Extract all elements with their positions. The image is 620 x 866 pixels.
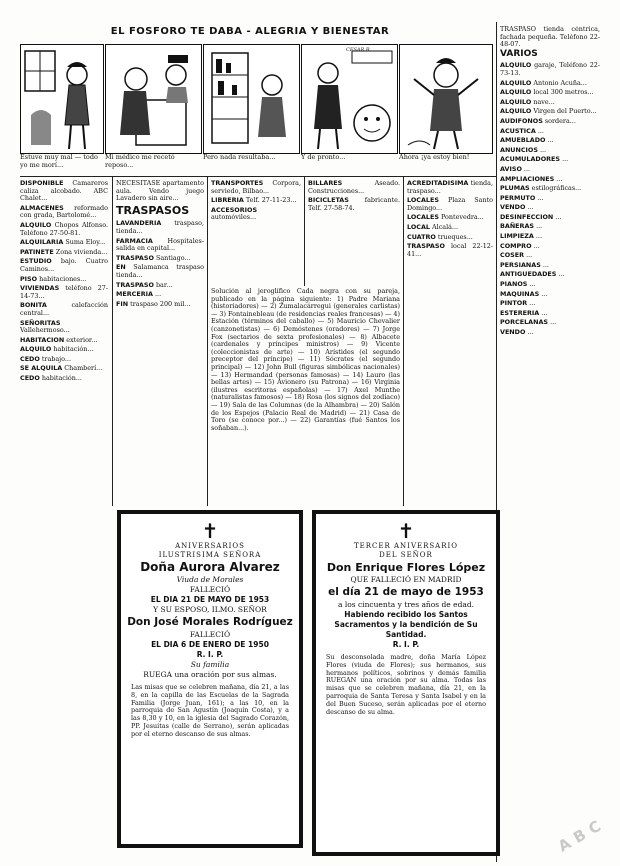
classified-ad: ACREDITADISIMA tienda, traspaso...	[407, 180, 493, 195]
comic-panel-2	[105, 44, 202, 154]
classified-ad: ALQUILO Antonio Acuña...	[500, 78, 587, 87]
comic-caption-5: Ahora ¡ya estoy bien!	[399, 154, 470, 161]
obit-esposo: Y SU ESPOSO, ILMO. SEÑOR	[153, 605, 267, 614]
abc-watermark: ABC	[555, 813, 610, 856]
obit-heading: ANIVERSARIOS	[175, 542, 245, 550]
column-5-classifieds	[407, 180, 493, 506]
obit-date-2: EL DIA 6 DE ENERO DE 1950	[151, 640, 269, 649]
comic-strip-title: EL FOSFORO TE DABA - ALEGRIA Y BIENESTAR	[110, 26, 390, 37]
obit-family: Su familia	[190, 660, 230, 669]
column-rule	[403, 176, 404, 506]
classified-ad: EN Salamanca traspaso tienda...	[116, 263, 204, 279]
classified-ad: BONITA calefacción central...	[20, 301, 108, 317]
classified-ad: LIMPIEZA ...	[500, 232, 542, 241]
classified-ad: BICICLETAS fabricante. Telf. 27-58-74.	[308, 196, 400, 212]
classified-ad: DESINFECCION ...	[500, 212, 562, 221]
classified-ad: COSER ...	[500, 251, 533, 260]
classified-ad: ALQUILARIA Suma Eloy...	[20, 238, 106, 247]
obituary-alvarez	[117, 510, 303, 848]
comic-drawing-2	[106, 45, 201, 153]
obit-rip: R. I. P.	[392, 640, 420, 649]
classified-ad: ALQUILO nave...	[500, 97, 555, 106]
obit-name-2: Don José Morales Rodríguez	[127, 616, 293, 628]
classified-ad: PORCELANAS ...	[500, 318, 557, 327]
classified-ad: ALQUILO local 300 metros...	[500, 88, 594, 97]
classified-ad: PATINETE Zona vivienda...	[20, 247, 108, 256]
classified-ad: VENDO ...	[500, 328, 534, 336]
classified-ad: SE ALQUILA Chamberí...	[20, 364, 103, 373]
obit-body: Las misas que se celebren mañana, día 21, a las 8, en la capilla de las Escuelas de la Sagrada Familia (Jorge Juan, 161); a las 10, en la parroquia de San Agustín (Joaquín Costa), y a las 8,30 y 10, en la iglesia del Sagrado Corazón, PP. Jesuitas (calle de Serrano), serán aplicadas por el eterno descanso de sus almas.	[131, 683, 289, 738]
classified-ad: ACUMULADORES ...	[500, 155, 569, 164]
classified-ad: ANUNCIOS ...	[500, 145, 547, 154]
classified-ad: NECESITASE apartamento aula. Vendo juego Lavadero sin aire...	[116, 180, 204, 203]
section-heading-varios: VARIOS	[500, 48, 538, 59]
obit-heading: TERCER ANIVERSARIO	[353, 542, 459, 550]
classified-ad: PIANOS ...	[500, 280, 536, 289]
classified-ad: TRANSPORTES Corpora, serviedo, Bilbao...	[211, 180, 301, 195]
obit-date: EL DIA 21 DE MAYO DE 1953	[150, 595, 270, 604]
column-4-classifieds	[308, 180, 400, 284]
classified-ad: FIN traspaso 200 mil...	[116, 299, 191, 308]
obit-title: ILUSTRISIMA SEÑORA	[158, 551, 262, 559]
column-1-classifieds	[20, 180, 108, 860]
classified-ad: PINTOR ...	[500, 299, 536, 308]
row-rule	[20, 176, 496, 177]
classified-ad: FARMACIA Hospitales-salida en capital...	[116, 236, 204, 253]
classified-ad: MERCERIA ...	[116, 290, 162, 299]
obit-title: DEL SEÑOR	[379, 551, 433, 559]
column-2-traspasos	[116, 180, 204, 506]
jeroglifico-solution: Solución al jeroglífico Cada negra con su pareja, publicado en la página siguiente: 1) Padre Mariana (historiadores) — 2) Zumalacárregui (generales carlistas) — 3) Fontainebleau (de residencias reales francesas) — 4) Estación (términos del caballo) — 5) Mauricio Chevalier (canzonetistas) — 6) Demóstenes (oradores) — 7) Jorge Fox (sectarios de sexta profesionales) — 8) Albacete (cardenales y príncipes ministros) — 9) Vicente (coleccionistas de arte) — 10) Arístides (el segundo preceptor del príncipe) — 11) Sócrates (el segundo principal) — 12) John Bull (figuras simbólicas nacionales) — 13) Hermandad (personas famosas) — 14) Lauro (las bellas artes) — 15) Avionero (su Patrona) — 16) Virginia (ilustres escritoras españolas) — 17) Axel Munthe (naturalistas famosos) — 18) Rosa (los signos del zodíaco) — 19) Sala de las Columnas (de la Alhambra) — 20) Salón de los Espejos (Palacio Real de Madrid) — 21) Casa de Toro (se conoce por...) — 22) Garantías (fué Santos los soñaban...).	[211, 288, 400, 432]
classified-ad: LOCALES Plaza Santo Domingo...	[407, 196, 493, 212]
comic-panel-1	[20, 44, 104, 154]
classified-ad: SEÑORITAS Vallehermoso...	[20, 318, 70, 335]
obit-fallecio-2: FALLECIÓ	[189, 630, 231, 639]
obit-name: Don Enrique Flores López	[326, 561, 486, 574]
classified-ad: LOCAL Alcalá...	[407, 222, 459, 231]
comic-panel-3	[203, 44, 300, 154]
classified-ad: ALQUILO garaje, Teléfono 22-73-13.	[500, 61, 600, 77]
column-3-classifieds	[211, 180, 301, 284]
classified-ad: BAÑERAS ...	[500, 222, 543, 231]
classified-ad: CEDO habitación...	[20, 374, 82, 383]
classified-ad: PERSIANAS ...	[500, 260, 549, 269]
classified-ad: ALQUILO habitación...	[20, 345, 94, 354]
obit-date: el día 21 de mayo de 1953	[328, 586, 484, 598]
cross-icon: ✝	[397, 519, 415, 543]
classified-ad: ANTIGUEDADES ...	[500, 270, 565, 279]
classified-ad: TRASPASO bar...	[116, 280, 173, 289]
obit-age: a los cincuenta y tres años de edad.	[337, 600, 475, 609]
classified-ad: BILLARES Aseado. Construcciones...	[308, 180, 400, 195]
comic-drawing-4	[302, 45, 397, 153]
classified-ad: PISO habitaciones...	[20, 274, 87, 283]
classified-ad: HABITACION exterior...	[20, 335, 98, 344]
comic-caption-3: Pero nada resultaba...	[203, 154, 276, 161]
column-rule	[112, 176, 113, 506]
comic-caption-1: Estuve muy mal — todo yo me morí...	[20, 154, 98, 169]
comic-caption-2: Mi médico me recetó reposo...	[105, 154, 175, 169]
classified-ad: CUATRO trueques...	[407, 232, 473, 241]
classified-ad: ALMACENES reformado con grada, Bartolomé...	[20, 203, 108, 220]
classified-ad: ACUSTICA ...	[500, 126, 544, 135]
classified-ad: COMPRO ...	[500, 241, 540, 250]
comic-drawing-5	[400, 45, 492, 153]
classified-ad: MAQUINAS ...	[500, 289, 548, 298]
classified-ad: CEDO trabajo...	[20, 354, 71, 363]
cross-icon: ✝	[201, 519, 219, 543]
obit-rip: R. I. P.	[196, 650, 224, 659]
comic-caption-4: Y de pronto...	[301, 154, 346, 161]
comic-drawing-1	[21, 45, 103, 153]
artist-signature: CESAR B.	[346, 47, 372, 53]
comic-drawing-3	[204, 45, 299, 153]
classified-ad: LIBRERIA Telf. 27-11-23...	[211, 196, 297, 205]
classified-ad: AVISO ...	[500, 164, 531, 173]
column-6-varios	[500, 26, 600, 860]
classified-ad: PLUMAS estilográficas...	[500, 184, 582, 193]
column-rule	[304, 176, 305, 286]
classified-ad: AUDIFONOS sordera...	[500, 116, 576, 125]
classified-ad: ESTERERIA ...	[500, 308, 548, 317]
column-rule	[207, 176, 208, 506]
classified-ad: LAVANDERIA traspaso, tienda...	[116, 219, 204, 235]
classified-ad: ACCESORIOS automóviles...	[211, 205, 258, 222]
classified-ad: AMPLIACIONES ...	[500, 174, 563, 183]
obit-body: Su desconsolada madre, doña María López Flores (viuda de Flores); sus hermanos, sus hermanos políticos, sobrinos y demás familia RUEGAN una oración por su alma. Todas las misas que se celebren mañana, día 21, en la parroquia de Santa Teresa y Santa Isabel y en la del Buen Suceso, serán aplicadas por el eterno descanso de su alma.	[326, 653, 486, 716]
obit-fallecio: QUE FALLECIÓ EN MADRID	[350, 575, 462, 584]
comic-panel-5	[399, 44, 493, 154]
section-heading-traspasos: TRASPASOS	[116, 203, 190, 217]
obit-subtitle: Viuda de Morales	[176, 575, 244, 584]
classified-ad: LOCALES Pontevedra...	[407, 213, 484, 222]
classified-ad: VENDO ...	[500, 203, 534, 212]
obit-name: Doña Aurora Alvarez	[140, 560, 280, 574]
classified-ad: VIVIENDAS teléfono 27-14-73...	[20, 284, 108, 300]
classified-ad: ALQUILO Chopos Alfonso. Teléfono 27-50-81.	[20, 220, 108, 237]
obit-fallecio: FALLECIÓ	[189, 585, 231, 594]
comic-panel-4	[301, 44, 398, 154]
classified-ad: TRASPASO tienda céntrica, fachada pequeña. Teléfono 22-48-07.	[500, 26, 600, 49]
obit-sacramentos: Habiendo recibido los Santos Sacramentos y la bendición de Su Santidad.	[334, 610, 478, 639]
classified-ad: AMUEBLADO ...	[500, 136, 554, 145]
classified-ad: PERMUTO ...	[500, 193, 544, 202]
classified-ad: TRASPASO Santiago...	[116, 253, 191, 262]
classified-ad: ALQUILO Virgen del Puerto...	[500, 107, 597, 116]
obit-ruega: RUEGA una oración por sus almas.	[143, 670, 277, 679]
classified-ad: ESTUDIO bajo. Cuatro Caminos...	[20, 257, 108, 273]
obituary-flores	[312, 510, 500, 856]
classified-ad: DISPONIBLE Camareros caliza alcobado. ABC Chalet...	[20, 180, 108, 203]
classified-ad: TRASPASO local 22-12-41...	[407, 242, 493, 258]
